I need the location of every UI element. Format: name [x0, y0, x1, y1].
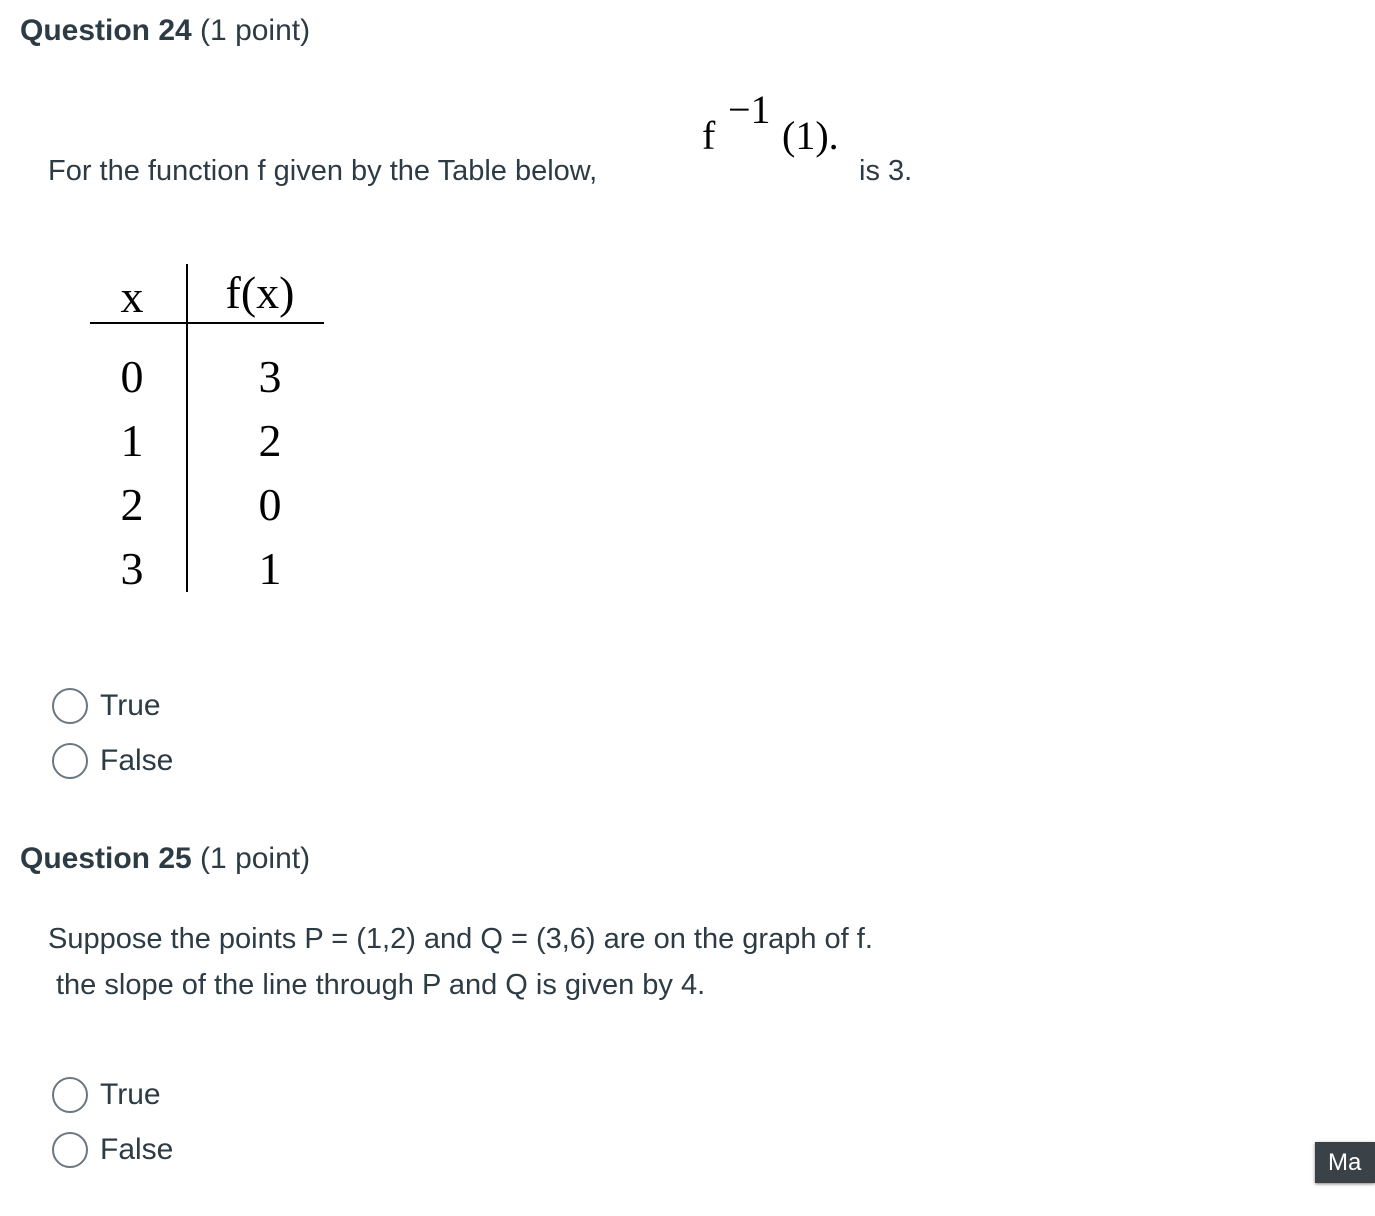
math-exponent: −1	[728, 87, 771, 132]
radio-button[interactable]	[52, 743, 88, 779]
table-cell-x: 1	[120, 415, 144, 466]
radio-button[interactable]	[52, 1077, 88, 1113]
table-header-x: x	[120, 271, 144, 322]
table-header-fx: f(x)	[225, 267, 295, 318]
question-25-stem-line2: the slope of the line through P and Q is given by 4.	[56, 969, 706, 1001]
table-cell-fx: 2	[258, 415, 282, 466]
math-argument: (1).	[782, 113, 839, 158]
table-cell-fx: 1	[258, 543, 282, 594]
math-base: f	[702, 113, 716, 158]
question-24-number: Question 24	[20, 14, 192, 47]
table-cell-fx: 0	[258, 479, 282, 530]
question-25-option-true[interactable]	[52, 1077, 161, 1113]
question-25-heading	[20, 842, 310, 876]
option-label: False	[100, 1133, 174, 1166]
radio-button[interactable]	[52, 688, 88, 724]
question-24-option-true[interactable]	[52, 688, 161, 724]
table-cell-x: 3	[120, 543, 144, 594]
question-24-heading	[20, 14, 310, 48]
question-24-stem-prefix: For the function f given by the Table below,	[48, 155, 598, 187]
table-cell-x: 2	[120, 479, 144, 530]
option-label: False	[100, 744, 174, 777]
radio-button[interactable]	[52, 1132, 88, 1168]
table-vertical-rule	[186, 264, 188, 592]
question-25-number: Question 25	[20, 842, 192, 875]
option-label: True	[100, 1078, 161, 1111]
question-24-stem-suffix: is 3.	[859, 155, 913, 187]
table-horizontal-rule	[90, 322, 324, 324]
question-25-points: (1 point)	[191, 842, 311, 875]
table-cell-x: 0	[120, 351, 144, 402]
corner-button[interactable]: Ma	[1315, 1142, 1375, 1183]
question-24-option-false[interactable]	[52, 743, 173, 779]
function-table	[90, 264, 324, 592]
table-cell-fx: 3	[258, 351, 282, 402]
question-25-option-false[interactable]	[52, 1132, 173, 1168]
question-24-points: (1 point)	[191, 14, 311, 47]
option-label: True	[100, 689, 161, 722]
question-25-stem-line1: Suppose the points P = (1,2) and Q = (3,6) are on the graph of f.	[48, 923, 873, 955]
